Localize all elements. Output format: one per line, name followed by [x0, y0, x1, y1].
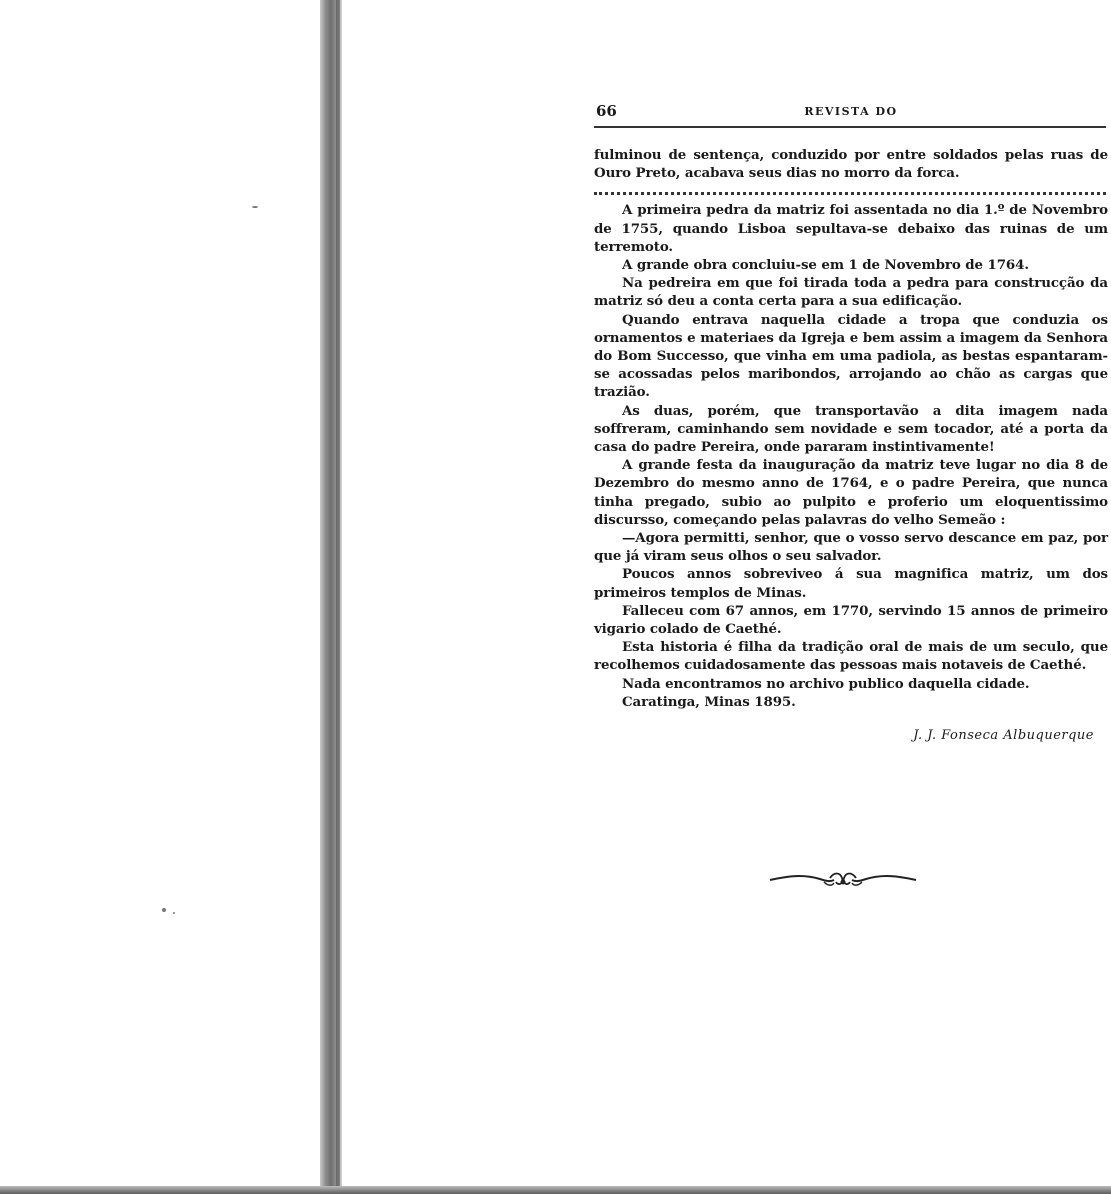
header-rule — [594, 126, 1106, 128]
author-signature: J. J. Fonseca Albuquerque — [913, 728, 1094, 744]
gutter-shadow — [336, 0, 340, 1194]
scan-bottom-edge — [0, 1186, 1111, 1194]
ornament-flourish-icon — [768, 870, 918, 890]
opening-lines: fulminou de sentença, conduzido por entre soldados pelas ruas de Ouro Preto, acabava seus dias no morro da forca. — [594, 147, 1108, 182]
paragraph: Falleceu com 67 annos, em 1770, servindo 15 annos de primeiro vigario colado de Caethé. — [594, 602, 1108, 638]
paragraph: Poucos annos sobreviveo á sua magnifica matriz, um dos primeiros templos de Minas. — [594, 566, 1108, 601]
document-page — [594, 100, 1108, 745]
paragraph: A grande festa da inauguração da matriz teve lugar no dia 8 de Dezembro do mesmo anno de 1764, e o padre Pereira, que nunca tinha pregado, subio ao pulpito e proferio um eloquentissimo discursso, começando pelas palavras do velho Semeão : — [594, 457, 1108, 528]
paragraph: Esta historia é filha da tradição oral de mais de um seculo, que recolhemos cuidadosamente das pessoas mais notaveis de Caethé. — [594, 639, 1108, 674]
paragraph: —Agora permitti, senhor, que o vosso servo descance em paz, por que já viram seus olhos o seu salvador. — [594, 530, 1108, 565]
running-head-title: REVISTA DO — [804, 105, 898, 118]
paragraph: A grande obra concluiu-se em 1 de Novembro de 1764. — [622, 257, 1029, 274]
scan-speck — [162, 908, 166, 912]
dotted-separator — [594, 192, 1106, 195]
blank-facing-page — [0, 0, 330, 1194]
scan-speck — [173, 912, 175, 914]
page-number: 66 — [596, 102, 617, 120]
paragraph: A primeira pedra da matriz foi assentada no dia 1.º de Novembro de 1755, quando Lisboa sepultava-se debaixo das ruinas de um terremoto. — [594, 202, 1108, 255]
running-head — [594, 100, 1108, 120]
scan-speck — [252, 206, 258, 208]
paragraph: Nada encontramos no archivo publico daquella cidade. — [622, 675, 1030, 692]
article-body — [594, 146, 1108, 745]
paragraph: Na pedreira em que foi tirada toda a pedra para construcção da matriz só deu a conta certa para a sua edificação. — [594, 275, 1108, 310]
paragraph: Quando entrava naquella cidade a tropa que conduzia os ornamentos e materiaes da Igreja e bem assim a imagem da Senhora do Bom Successo, que vinha em uma padiola, as bestas espantaram-se acossadas pelos maribondos, arrojando ao chão as cargas que trazião. — [594, 311, 1108, 401]
paragraph: As duas, porém, que transportavão a dita imagem nada soffreram, caminhando sem novidade e sem tocador, até a porta da casa do padre Pereira, onde pararam instintivamente! — [594, 402, 1108, 456]
place-date: Caratinga, Minas 1895. — [622, 693, 796, 710]
